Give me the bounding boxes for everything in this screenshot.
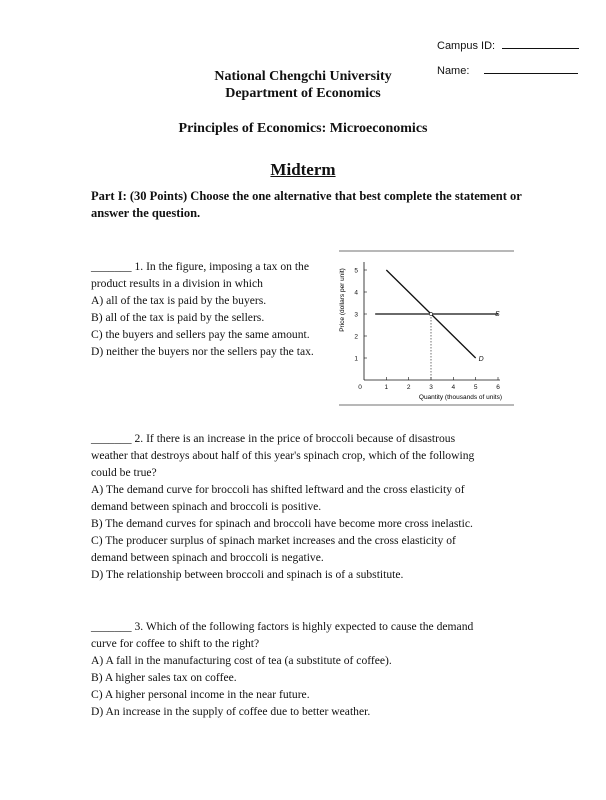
option-a: A) A fall in the manufacturing cost of tea (a substitute of coffee). (91, 654, 392, 667)
option-b: B) The demand curves for spinach and broccoli have become more cross inelastic. (91, 517, 473, 530)
y-tick-label: 1 (354, 355, 358, 363)
option-d: D) neither the buyers nor the sellers pay the tax. (91, 345, 314, 358)
option-d: D) The relationship between broccoli and spinach is of a substitute. (91, 568, 404, 581)
x-tick-label: 5 (473, 384, 478, 391)
option-c-continued: demand between spinach and broccoli is negative. (91, 551, 324, 564)
name-label: Name: (437, 65, 470, 77)
instructions-line: Part I: (30 Points) Choose the one alternative that best complete the statement or (91, 189, 522, 203)
x-tick-label: 2 (406, 384, 411, 391)
campus-id-field (437, 38, 579, 52)
x-tick-label: 6 (496, 384, 500, 391)
exam-title: Midterm (270, 160, 336, 179)
x-axis-label: Quantity (thousands of units) (418, 394, 502, 401)
question-text: _______ 1. In the figure, imposing a tax on the (91, 260, 309, 273)
campus-id-label: Campus ID: (437, 40, 496, 52)
university-title: National Chengchi University (214, 69, 392, 84)
option-c: C) A higher personal income in the near future. (91, 688, 310, 701)
equilibrium-point (429, 312, 432, 315)
question-text: _______ 3. Which of the following factors is highly expected to cause the demand (91, 620, 474, 633)
instructions-line: answer the question. (91, 206, 201, 220)
x-tick-label: 1 (384, 384, 389, 391)
option-c: C) the buyers and sellers pay the same amount. (91, 328, 310, 341)
option-b: B) all of the tax is paid by the sellers. (91, 311, 265, 324)
x-tick-label: 0 (358, 384, 362, 391)
question-text: weather that destroys about half of this year's spinach crop, which of the following (91, 449, 475, 462)
question-1 (91, 258, 336, 360)
y-axis-label: Price (dollars per unit) (339, 268, 346, 332)
x-tick-label: 4 (451, 384, 456, 391)
question-text: product results in a division in which (91, 277, 263, 290)
course-title: Principles of Economics: Microeconomics (178, 121, 428, 136)
y-tick-label: 4 (354, 289, 358, 297)
question-text: curve for coffee to shift to the right? (91, 637, 260, 650)
y-tick-label: 3 (354, 311, 358, 319)
question-text: _______ 2. If there is an increase in the price of broccoli because of disastrous (91, 432, 456, 445)
option-b: B) A higher sales tax on coffee. (91, 671, 237, 684)
supply-label: S (495, 311, 500, 318)
question-text: could be true? (91, 466, 157, 479)
option-d: D) An increase in the supply of coffee due to better weather. (91, 705, 371, 718)
option-a: A) all of the tax is paid by the buyers. (91, 294, 267, 307)
y-tick-label: 2 (354, 333, 358, 341)
y-tick-label: 5 (354, 267, 358, 275)
campus-id-blank (502, 38, 579, 49)
question-2 (91, 430, 521, 583)
option-c: C) The producer surplus of spinach market increases and the cross elasticity of (91, 534, 456, 547)
option-a: A) The demand curve for broccoli has shifted leftward and the cross elasticity of (91, 483, 465, 496)
department-title: Department of Economics (225, 86, 381, 101)
x-tick-label: 3 (429, 384, 433, 391)
part-instructions (91, 188, 531, 222)
demand-label: D (478, 356, 484, 363)
supply-demand-chart (339, 250, 514, 408)
question-3 (91, 618, 521, 720)
supply-demand-figure (339, 250, 514, 408)
option-a-continued: demand between spinach and broccoli is positive. (91, 500, 322, 513)
